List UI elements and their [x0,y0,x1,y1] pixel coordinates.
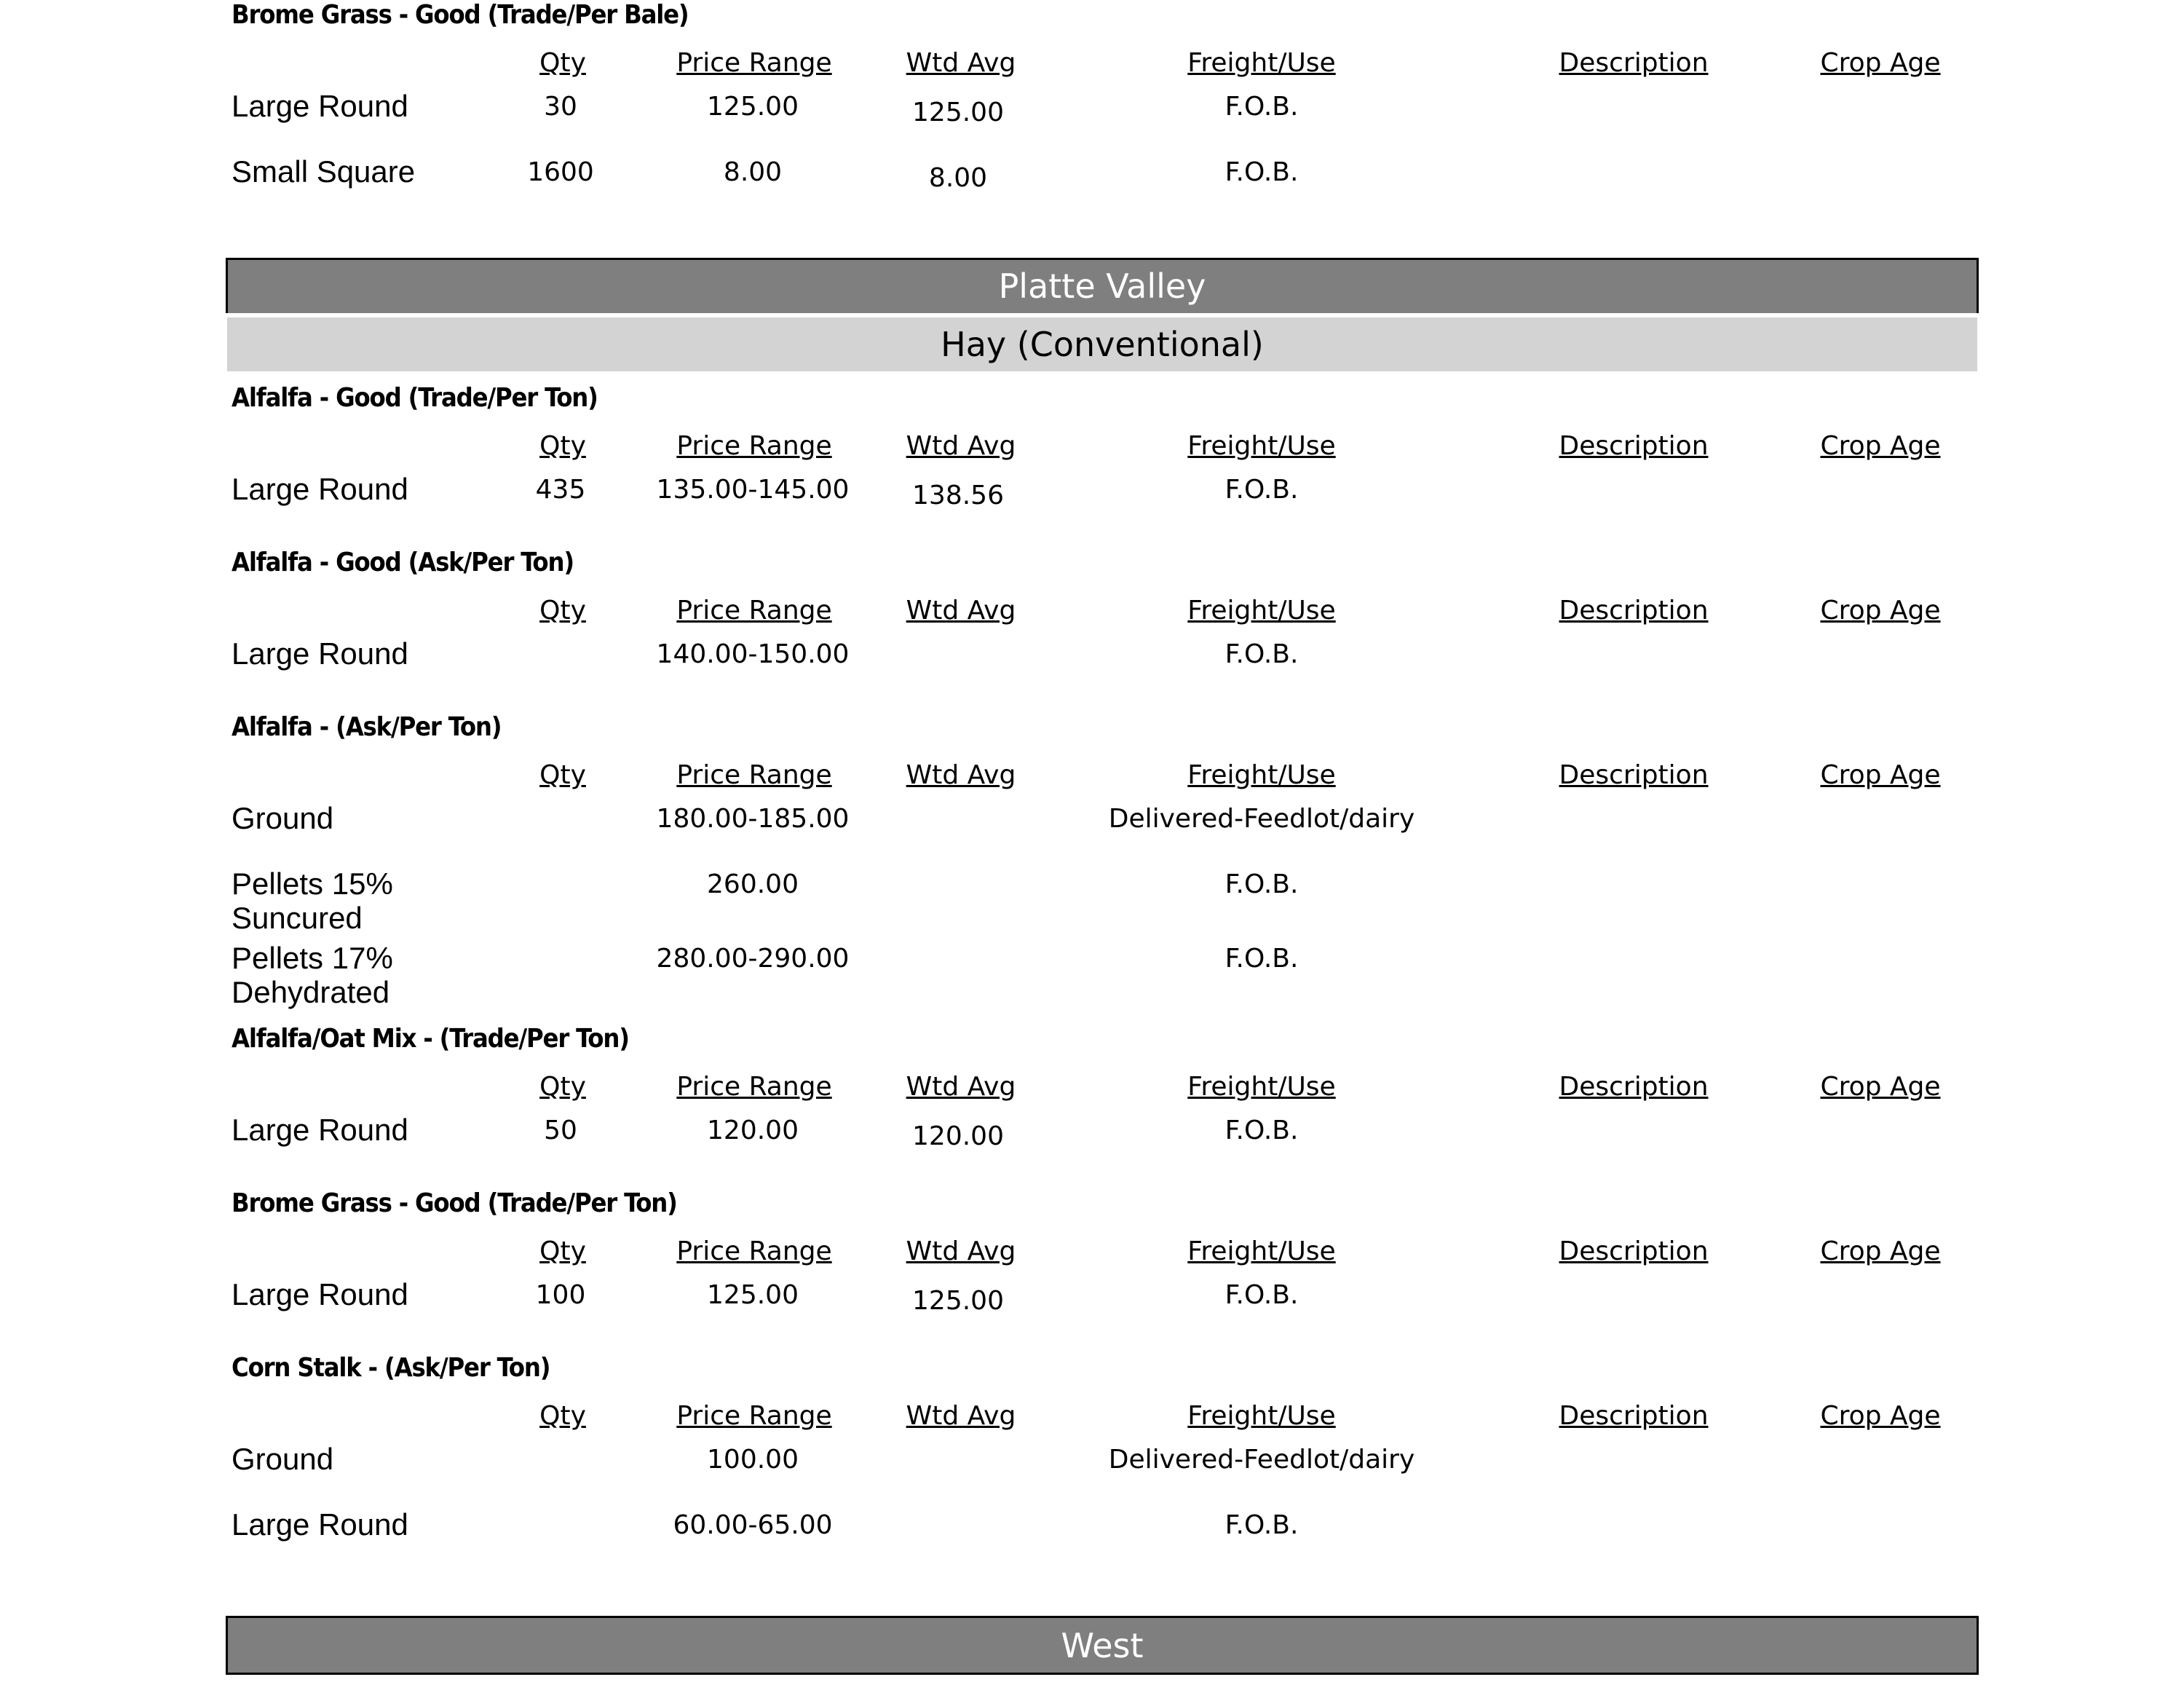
header-description: Description [1559,1072,1709,1102]
group-title: Alfalfa - Good (Ask/Per Ton) [232,548,574,577]
header-price-range: Price Range [676,48,832,78]
group-title: Brome Grass - Good (Trade/Per Ton) [232,1188,677,1218]
header-qty: Qty [539,431,586,461]
header-description: Description [1559,1236,1709,1266]
header-crop-age: Crop Age [1820,1072,1941,1102]
header-freight-use: Freight/Use [1187,1401,1336,1431]
header-freight-use: Freight/Use [1187,760,1336,790]
header-wtd-avg: Wtd Avg [906,48,1016,78]
product-name [232,941,393,1009]
product-name-line: Pellets 15% [232,867,393,901]
wtd-avg-value: 125.00 [912,1286,1004,1316]
header-wtd-avg: Wtd Avg [906,1236,1016,1266]
header-crop-age: Crop Age [1820,48,1941,78]
header-freight-use: Freight/Use [1187,1236,1336,1266]
product-name: Large Round [232,636,408,671]
header-description: Description [1559,431,1709,461]
header-qty: Qty [539,48,586,78]
qty-value: 100 [535,1280,586,1310]
product-name: Large Round [232,1507,408,1542]
freight-value: F.O.B. [1224,639,1299,669]
wtd-avg-value: 138.56 [912,481,1004,510]
product-name-line: Suncured [232,901,363,935]
header-qty: Qty [539,1401,586,1431]
wtd-avg-value: 120.00 [912,1121,1004,1151]
group-title: Alfalfa - Good (Trade/Per Ton) [232,383,598,413]
freight-value: F.O.B. [1224,157,1299,187]
header-wtd-avg: Wtd Avg [906,1072,1016,1102]
header-qty: Qty [539,1072,586,1102]
header-wtd-avg: Wtd Avg [906,760,1016,790]
price-range-value: 280.00-290.00 [656,944,850,974]
freight-value: Delivered-Feedlot/dairy [1108,1445,1415,1475]
header-crop-age: Crop Age [1820,431,1941,461]
header-qty: Qty [539,596,586,625]
header-price-range: Price Range [676,1236,832,1266]
qty-value: 435 [535,475,586,505]
freight-value: F.O.B. [1224,869,1299,899]
qty-value: 30 [544,92,577,122]
product-name [232,867,393,935]
header-description: Description [1559,48,1709,78]
header-description: Description [1559,596,1709,625]
header-freight-use: Freight/Use [1187,431,1336,461]
product-name-line: Dehydrated [232,975,390,1009]
freight-value: F.O.B. [1224,475,1299,505]
header-crop-age: Crop Age [1820,1236,1941,1266]
group-title: Corn Stalk - (Ask/Per Ton) [232,1353,550,1383]
header-wtd-avg: Wtd Avg [906,431,1016,461]
product-name: Large Round [232,472,408,506]
region-header-west: West [226,1616,1979,1675]
price-range-value: 8.00 [723,157,783,187]
header-crop-age: Crop Age [1820,596,1941,625]
header-crop-age: Crop Age [1820,760,1941,790]
header-description: Description [1559,1401,1709,1431]
price-range-value: 180.00-185.00 [656,804,850,834]
header-crop-age: Crop Age [1820,1401,1941,1431]
header-price-range: Price Range [676,596,832,625]
qty-value: 50 [544,1116,577,1145]
price-range-value: 140.00-150.00 [656,639,850,669]
header-qty: Qty [539,1236,586,1266]
freight-value: F.O.B. [1224,1280,1299,1310]
product-name: Large Round [232,1113,408,1147]
product-name: Ground [232,1442,334,1476]
qty-value: 1600 [527,157,594,187]
product-name: Ground [232,801,334,835]
header-price-range: Price Range [676,760,832,790]
header-wtd-avg: Wtd Avg [906,596,1016,625]
category-header: Hay (Conventional) [227,317,1977,371]
price-range-value: 260.00 [707,869,799,899]
freight-value: Delivered-Feedlot/dairy [1108,804,1415,834]
freight-value: F.O.B. [1224,1116,1299,1145]
freight-value: F.O.B. [1224,92,1299,122]
product-name: Large Round [232,89,408,123]
price-range-value: 100.00 [707,1445,799,1475]
group-title: Alfalfa - (Ask/Per Ton) [232,712,502,742]
price-range-value: 60.00-65.00 [673,1510,833,1540]
freight-value: F.O.B. [1224,944,1299,974]
header-freight-use: Freight/Use [1187,596,1336,625]
product-name-line: Pellets 17% [232,941,393,975]
price-range-value: 135.00-145.00 [656,475,850,505]
group-title: Brome Grass - Good (Trade/Per Bale) [232,0,689,30]
wtd-avg-value: 8.00 [928,163,988,193]
product-name: Small Square [232,154,416,189]
header-price-range: Price Range [676,1072,832,1102]
region-header-platte-valley: Platte Valley [226,258,1979,313]
header-description: Description [1559,760,1709,790]
price-range-value: 125.00 [707,92,799,122]
header-price-range: Price Range [676,1401,832,1431]
price-range-value: 120.00 [707,1116,799,1145]
group-title: Alfalfa/Oat Mix - (Trade/Per Ton) [232,1024,629,1054]
header-freight-use: Freight/Use [1187,48,1336,78]
header-price-range: Price Range [676,431,832,461]
header-qty: Qty [539,760,586,790]
header-wtd-avg: Wtd Avg [906,1401,1016,1431]
freight-value: F.O.B. [1224,1510,1299,1540]
wtd-avg-value: 125.00 [912,98,1004,127]
header-freight-use: Freight/Use [1187,1072,1336,1102]
product-name: Large Round [232,1277,408,1311]
price-range-value: 125.00 [707,1280,799,1310]
